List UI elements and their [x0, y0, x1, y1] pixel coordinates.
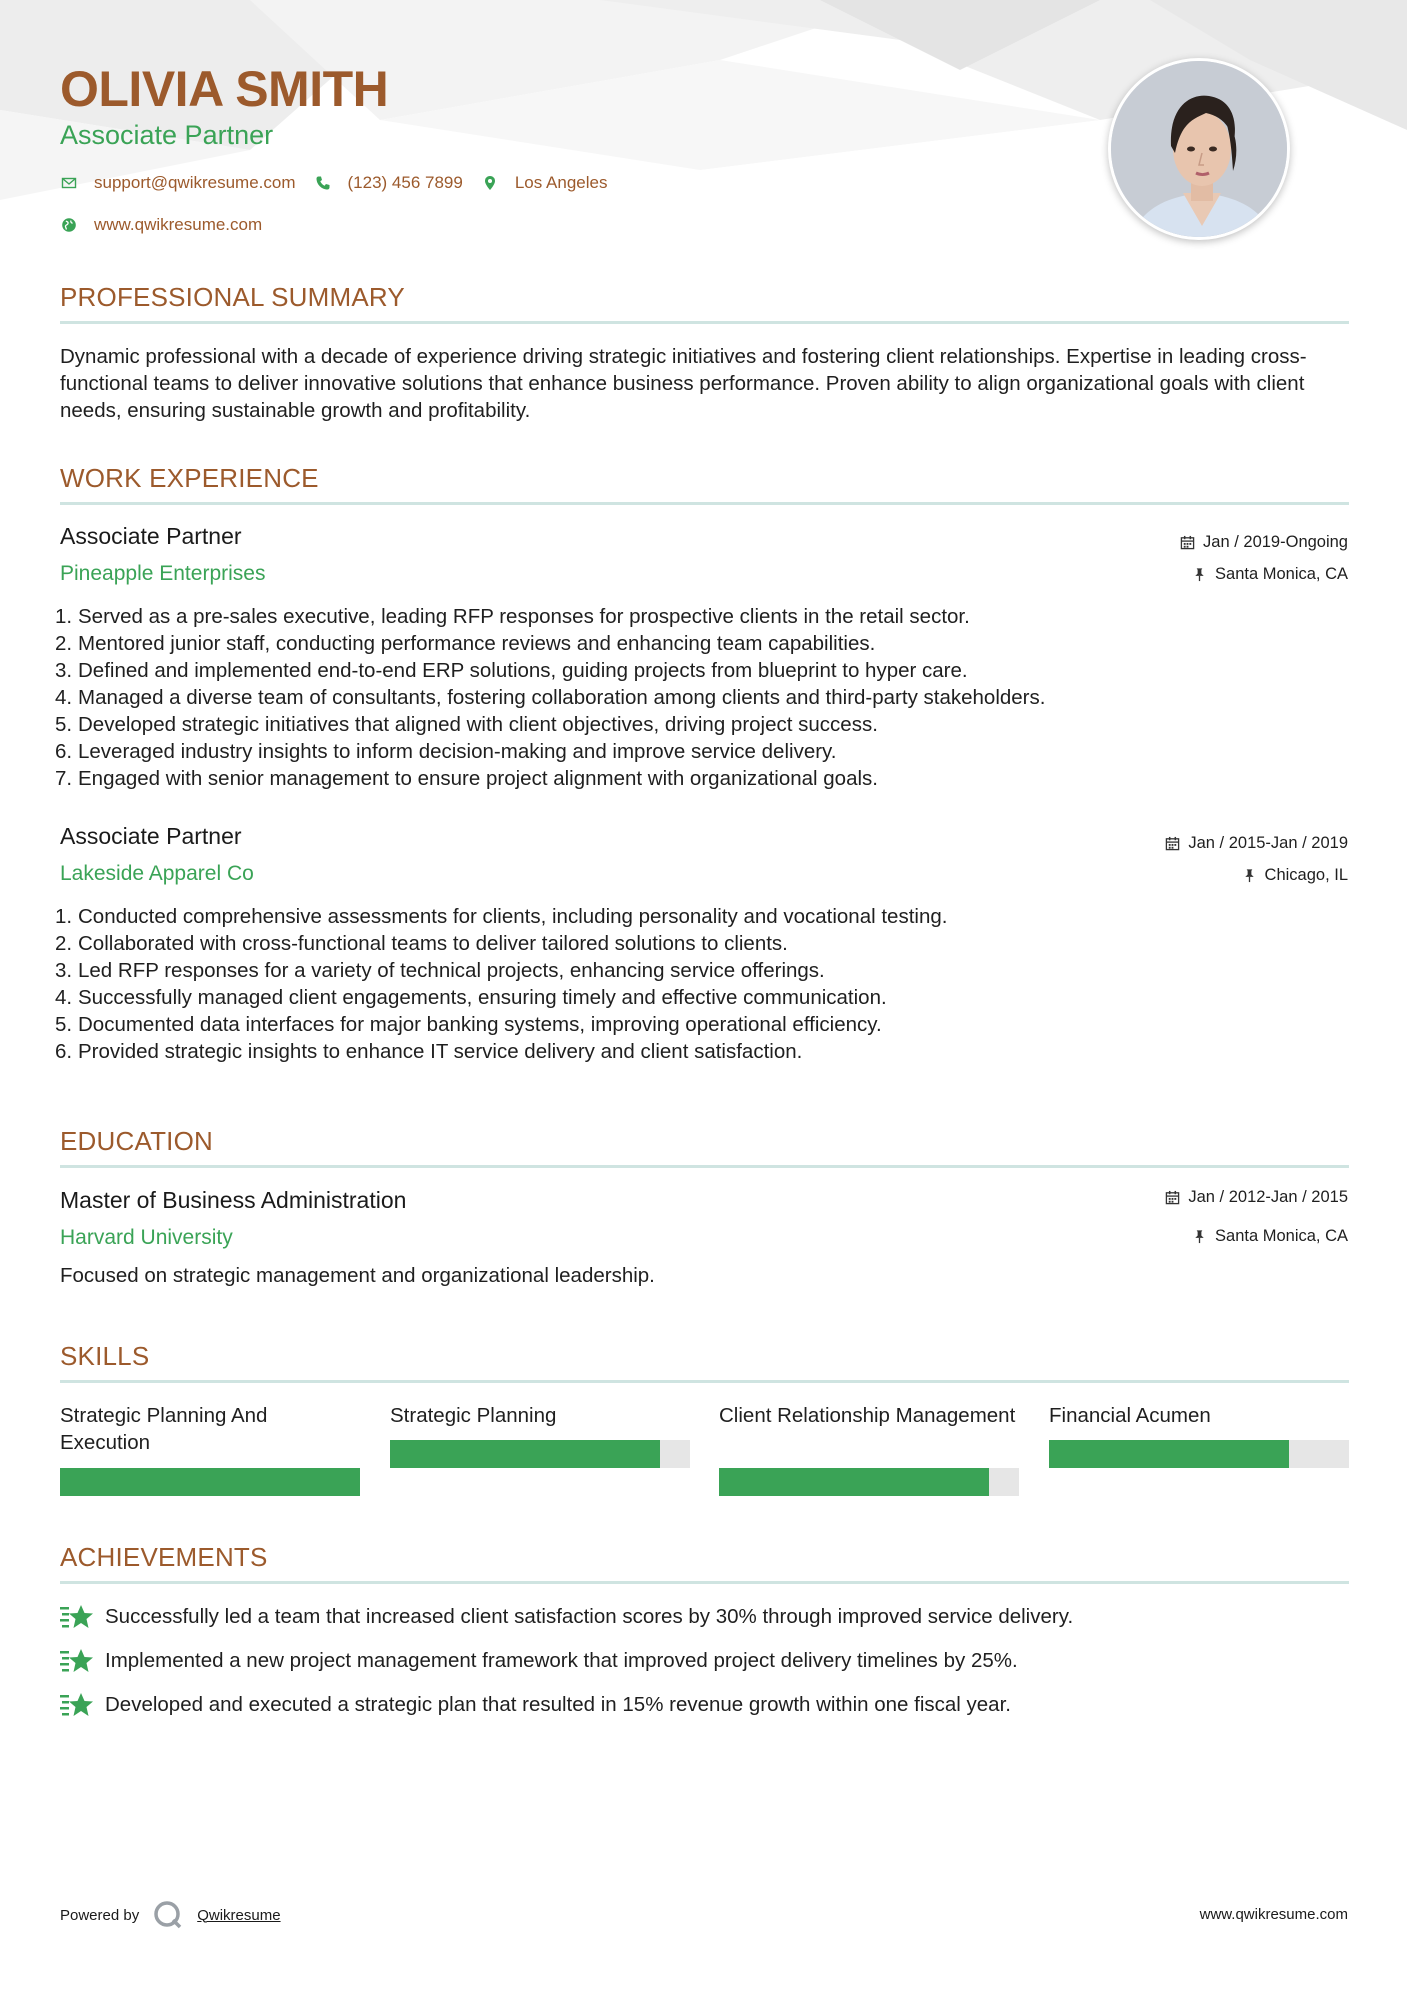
bullet-number: 2.	[55, 632, 73, 655]
portrait-illustration	[1111, 61, 1290, 240]
skill-item	[390, 1402, 690, 1456]
achievement-text: Successfully led a team that increased client satisfaction scores by 30% through improved service delivery.	[105, 1605, 1074, 1628]
job-company: Pineapple Enterprises	[60, 562, 266, 585]
profile-photo	[1108, 58, 1290, 240]
calendar-icon	[1180, 535, 1195, 550]
phone-text: (123) 456 7899	[347, 173, 463, 192]
bullet-text: Engaged with senior management to ensure project alignment with organizational goals.	[78, 767, 878, 790]
bullet-text: Developed strategic initiatives that aligned with client objectives, driving project success.	[78, 713, 878, 736]
skill-level-fill	[390, 1440, 660, 1468]
envelope-icon	[60, 174, 78, 192]
job-dates-text: Jan / 2019-Ongoing	[1203, 533, 1348, 551]
summary-text: Dynamic professional with a decade of experience driving strategic initiatives and fostering client relationships. Expertise in leading cross-functional teams to deliver innovative solutions that enhance business performance. Proven ability to align organizational goals with client needs, ensuring sustainable growth and profitability.	[60, 345, 1307, 422]
bullet-item	[55, 903, 1349, 930]
bullet-item	[55, 684, 1349, 711]
skill-name: Financial Acumen	[1049, 1404, 1211, 1427]
education-dates	[1165, 1188, 1348, 1207]
section-title-experience: WORK EXPERIENCE	[60, 463, 319, 493]
bullet-number: 7.	[55, 767, 73, 790]
section-title-summary: PROFESSIONAL SUMMARY	[60, 282, 405, 312]
phone-icon	[314, 174, 332, 192]
bullet-number: 2.	[55, 932, 73, 955]
bullet-item	[55, 1011, 1349, 1038]
section-title-achievements: ACHIEVEMENTS	[60, 1542, 268, 1572]
bullet-number: 1.	[55, 905, 73, 928]
brand-link[interactable]: Qwikresume	[197, 1906, 281, 1924]
job-location-text: Santa Monica, CA	[1215, 565, 1348, 583]
bullet-item	[55, 711, 1349, 738]
achievement-item	[60, 1692, 1011, 1718]
footer-branding	[60, 1900, 281, 1930]
bullet-text: Served as a pre-sales executive, leading RFP responses for prospective clients in the retail sector.	[78, 605, 970, 628]
bullet-item	[55, 1038, 1349, 1065]
bullet-text: Successfully managed client engagements, ensuring timely and effective communication.	[78, 986, 887, 1009]
job-dates	[1165, 834, 1348, 853]
skill-level-bar	[390, 1440, 690, 1468]
bullet-item	[55, 603, 1349, 630]
bullet-item	[55, 765, 1349, 792]
bullet-text: Provided strategic insights to enhance IT service delivery and client satisfaction.	[78, 1040, 803, 1063]
bullet-item	[55, 930, 1349, 957]
globe-icon	[60, 216, 78, 234]
skill-item	[60, 1402, 360, 1456]
contact-email[interactable]	[60, 173, 296, 193]
bullet-item	[55, 957, 1349, 984]
calendar-icon	[1165, 836, 1180, 851]
website-text: www.qwikresume.com	[94, 215, 263, 234]
education-dates-text: Jan / 2012-Jan / 2015	[1188, 1188, 1348, 1206]
contact-phone[interactable]	[314, 173, 463, 193]
achievement-item	[60, 1648, 1018, 1674]
bullet-number: 3.	[55, 959, 73, 982]
bullet-text: Documented data interfaces for major banking systems, improving operational efficiency.	[78, 1013, 882, 1036]
bullet-item	[55, 738, 1349, 765]
job-title: Associate Partner	[60, 823, 242, 849]
bullet-item	[55, 630, 1349, 657]
job-location-text: Chicago, IL	[1264, 866, 1348, 884]
email-text: support@qwikresume.com	[94, 173, 296, 192]
bullet-number: 5.	[55, 713, 73, 736]
skill-name: Client Relationship Management	[719, 1404, 1016, 1427]
candidate-name: OLIVIA SMITH	[60, 61, 389, 117]
education-description: Focused on strategic management and organizational leadership.	[60, 1264, 655, 1287]
bullet-text: Mentored junior staff, conducting performance reviews and enhancing team capabilities.	[78, 632, 876, 655]
skill-level-bar	[1049, 1440, 1349, 1468]
job-bullets	[55, 603, 1349, 792]
degree-title: Master of Business Administration	[60, 1187, 407, 1213]
location-text: Los Angeles	[514, 173, 608, 192]
school-name: Harvard University	[60, 1226, 233, 1249]
contact-row-website	[60, 215, 280, 235]
bullet-number: 3.	[55, 659, 73, 682]
job-bullets	[55, 903, 1349, 1065]
job-location	[1192, 565, 1348, 584]
bullet-item	[55, 657, 1349, 684]
star-list-icon	[60, 1648, 94, 1674]
footer-website[interactable]: www.qwikresume.com	[1199, 1906, 1348, 1923]
skill-item	[719, 1402, 1019, 1456]
job-title: Associate Partner	[60, 523, 242, 549]
skill-name: Strategic Planning	[390, 1404, 557, 1427]
bullet-text: Collaborated with cross-functional teams to deliver tailored solutions to clients.	[78, 932, 788, 955]
achievement-item	[60, 1604, 1073, 1630]
bullet-text: Defined and implemented end-to-end ERP solutions, guiding projects from blueprint to hyper care.	[78, 659, 968, 682]
bullet-text: Managed a diverse team of consultants, fostering collaboration among clients and third-party stakeholders.	[78, 686, 1046, 709]
pushpin-icon	[1192, 567, 1207, 582]
job-location	[1242, 866, 1348, 885]
job-dates	[1180, 533, 1348, 552]
skill-level-bar	[719, 1468, 1019, 1496]
pushpin-icon	[1242, 868, 1257, 883]
contact-website[interactable]	[60, 215, 262, 235]
achievement-text: Developed and executed a strategic plan that resulted in 15% revenue growth within one fiscal year.	[105, 1693, 1011, 1716]
job-dates-text: Jan / 2015-Jan / 2019	[1188, 834, 1348, 852]
skill-level-fill	[60, 1468, 360, 1496]
bullet-number: 1.	[55, 605, 73, 628]
skill-item	[1049, 1402, 1349, 1456]
bullet-text: Conducted comprehensive assessments for clients, including personality and vocational testing.	[78, 905, 948, 928]
skill-level-fill	[719, 1468, 989, 1496]
skill-name: Strategic Planning And Execution	[60, 1404, 268, 1454]
skill-level-bar	[60, 1468, 360, 1496]
qwikresume-logo-icon	[153, 1900, 183, 1930]
bullet-number: 5.	[55, 1013, 73, 1036]
bullet-text: Leveraged industry insights to inform decision-making and improve service delivery.	[78, 740, 837, 763]
section-divider	[60, 1165, 1349, 1168]
section-divider	[60, 321, 1349, 324]
powered-by-label: Powered by	[60, 1906, 140, 1924]
education-location-text: Santa Monica, CA	[1215, 1227, 1348, 1245]
section-title-skills: SKILLS	[60, 1341, 150, 1371]
candidate-role: Associate Partner	[60, 120, 274, 150]
education-location	[1192, 1227, 1348, 1246]
pushpin-icon	[1192, 1229, 1207, 1244]
bullet-number: 6.	[55, 1040, 73, 1063]
achievement-text: Implemented a new project management framework that improved project delivery timelines by 25%.	[105, 1649, 1018, 1672]
section-divider	[60, 1380, 1349, 1383]
section-divider	[60, 502, 1349, 505]
bullet-item	[55, 984, 1349, 1011]
bullet-number: 6.	[55, 740, 73, 763]
section-divider	[60, 1581, 1349, 1584]
bullet-text: Led RFP responses for a variety of technical projects, enhancing service offerings.	[78, 959, 825, 982]
map-pin-icon	[481, 174, 499, 192]
skill-level-fill	[1049, 1440, 1289, 1468]
star-list-icon	[60, 1692, 94, 1718]
contact-row	[60, 173, 625, 193]
calendar-icon	[1165, 1190, 1180, 1205]
star-list-icon	[60, 1604, 94, 1630]
section-title-education: EDUCATION	[60, 1126, 213, 1156]
contact-location	[481, 173, 608, 193]
bullet-number: 4.	[55, 686, 73, 709]
job-company: Lakeside Apparel Co	[60, 862, 254, 885]
bullet-number: 4.	[55, 986, 73, 1009]
